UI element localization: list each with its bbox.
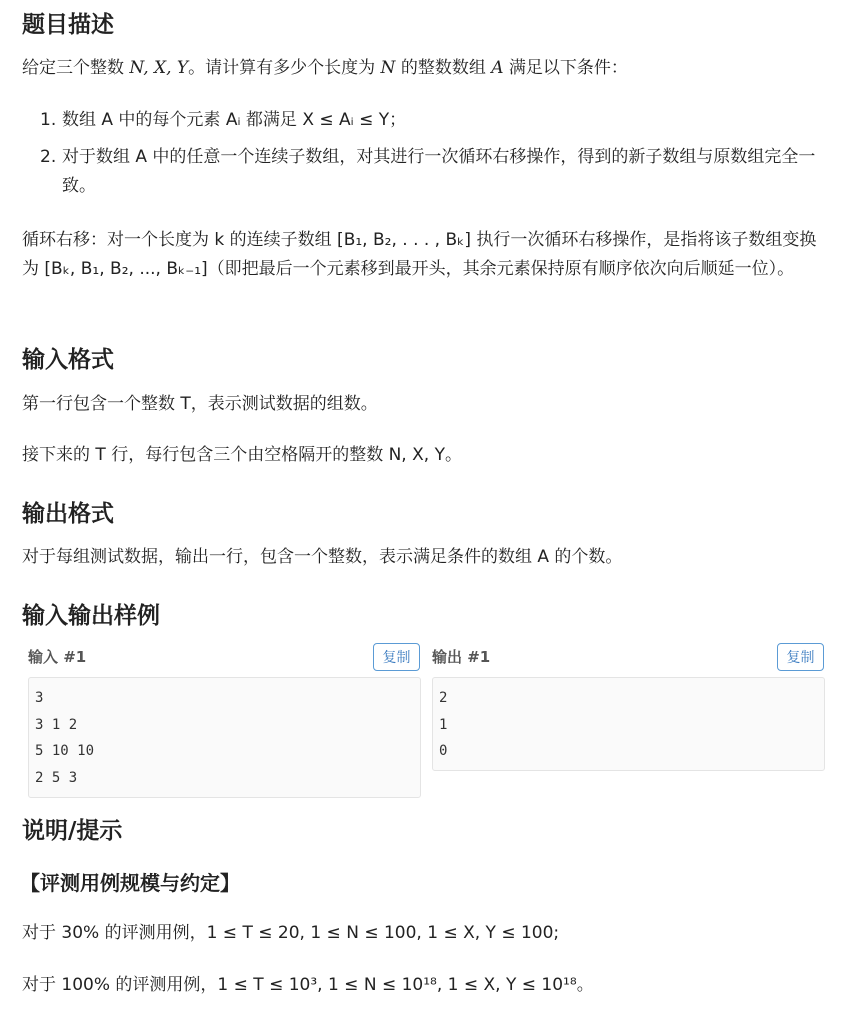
description-intro: 给定三个整数 N, X, Y。请计算有多少个长度为 N 的整数数组 A 满足以下条件： bbox=[22, 58, 628, 78]
sample-input-label: 输入 #1 bbox=[28, 648, 87, 666]
sample-output-line: 0 bbox=[439, 743, 448, 759]
hints-subtitle: 【评测用例规模与约定】 bbox=[20, 871, 240, 895]
output-format-heading: 输出格式 bbox=[22, 501, 114, 527]
description-heading: 题目描述 bbox=[22, 12, 114, 38]
sample-output-label: 输出 #1 bbox=[432, 648, 491, 666]
sample-input-line: 3 bbox=[35, 690, 44, 706]
sample-input-box[interactable] bbox=[28, 677, 421, 798]
hints-heading: 说明/提示 bbox=[22, 818, 123, 844]
copy-input-button[interactable]: 复制 bbox=[373, 643, 420, 671]
sample-output-line: 1 bbox=[439, 716, 448, 733]
rotation-definition: 循环右移：对一个长度为 k 的连续子数组 [B₁, B₂, . . . , Bₖ] 执行一次循环右移操作，是指将该子数组变换为 [Bₖ, B₁, B₂, ..., Bₖ₋₁]（即把最后一个元素移到最开头，其余元素保持原有顺序依次向后顺延一位）。 bbox=[22, 230, 817, 279]
hints-constraint-100: 对于 100% 的评测用例，1 ≤ T ≤ 10³, 1 ≤ N ≤ 10¹⁸, 1 ≤ X, Y ≤ 10¹⁸。 bbox=[22, 975, 594, 995]
copy-output-button[interactable]: 复制 bbox=[777, 643, 824, 671]
sample-output-line: 2 bbox=[439, 690, 448, 706]
samples-heading: 输入输出样例 bbox=[22, 603, 160, 629]
sample-input-line: 3 1 2 bbox=[35, 716, 78, 733]
sample-output-box[interactable] bbox=[432, 677, 825, 771]
sample-input-line: 2 5 3 bbox=[35, 769, 78, 786]
condition-item: 1. 数组 A 中的每个元素 Aᵢ 都满足 X ≤ Aᵢ ≤ Y； bbox=[40, 110, 407, 130]
input-format-line2: 接下来的 T 行，每行包含三个由空格隔开的整数 N, X, Y。 bbox=[22, 445, 462, 465]
hints-constraint-30: 对于 30% 的评测用例，1 ≤ T ≤ 20, 1 ≤ N ≤ 100, 1 ≤ X, Y ≤ 100; bbox=[22, 923, 560, 943]
conditions-list bbox=[40, 106, 835, 209]
input-format-heading: 输入格式 bbox=[22, 347, 114, 373]
sample-input-line: 5 10 10 bbox=[35, 743, 95, 759]
output-format-line1: 对于每组测试数据，输出一行，包含一个整数，表示满足条件的数组 A 的个数。 bbox=[22, 547, 623, 567]
input-format-line1: 第一行包含一个整数 T，表示测试数据的组数。 bbox=[22, 394, 378, 414]
condition-item: 2. 对于数组 A 中的任意一个连续子数组，对其进行一次循环右移操作，得到的新子数组与原数组完全一致。 bbox=[40, 147, 816, 196]
